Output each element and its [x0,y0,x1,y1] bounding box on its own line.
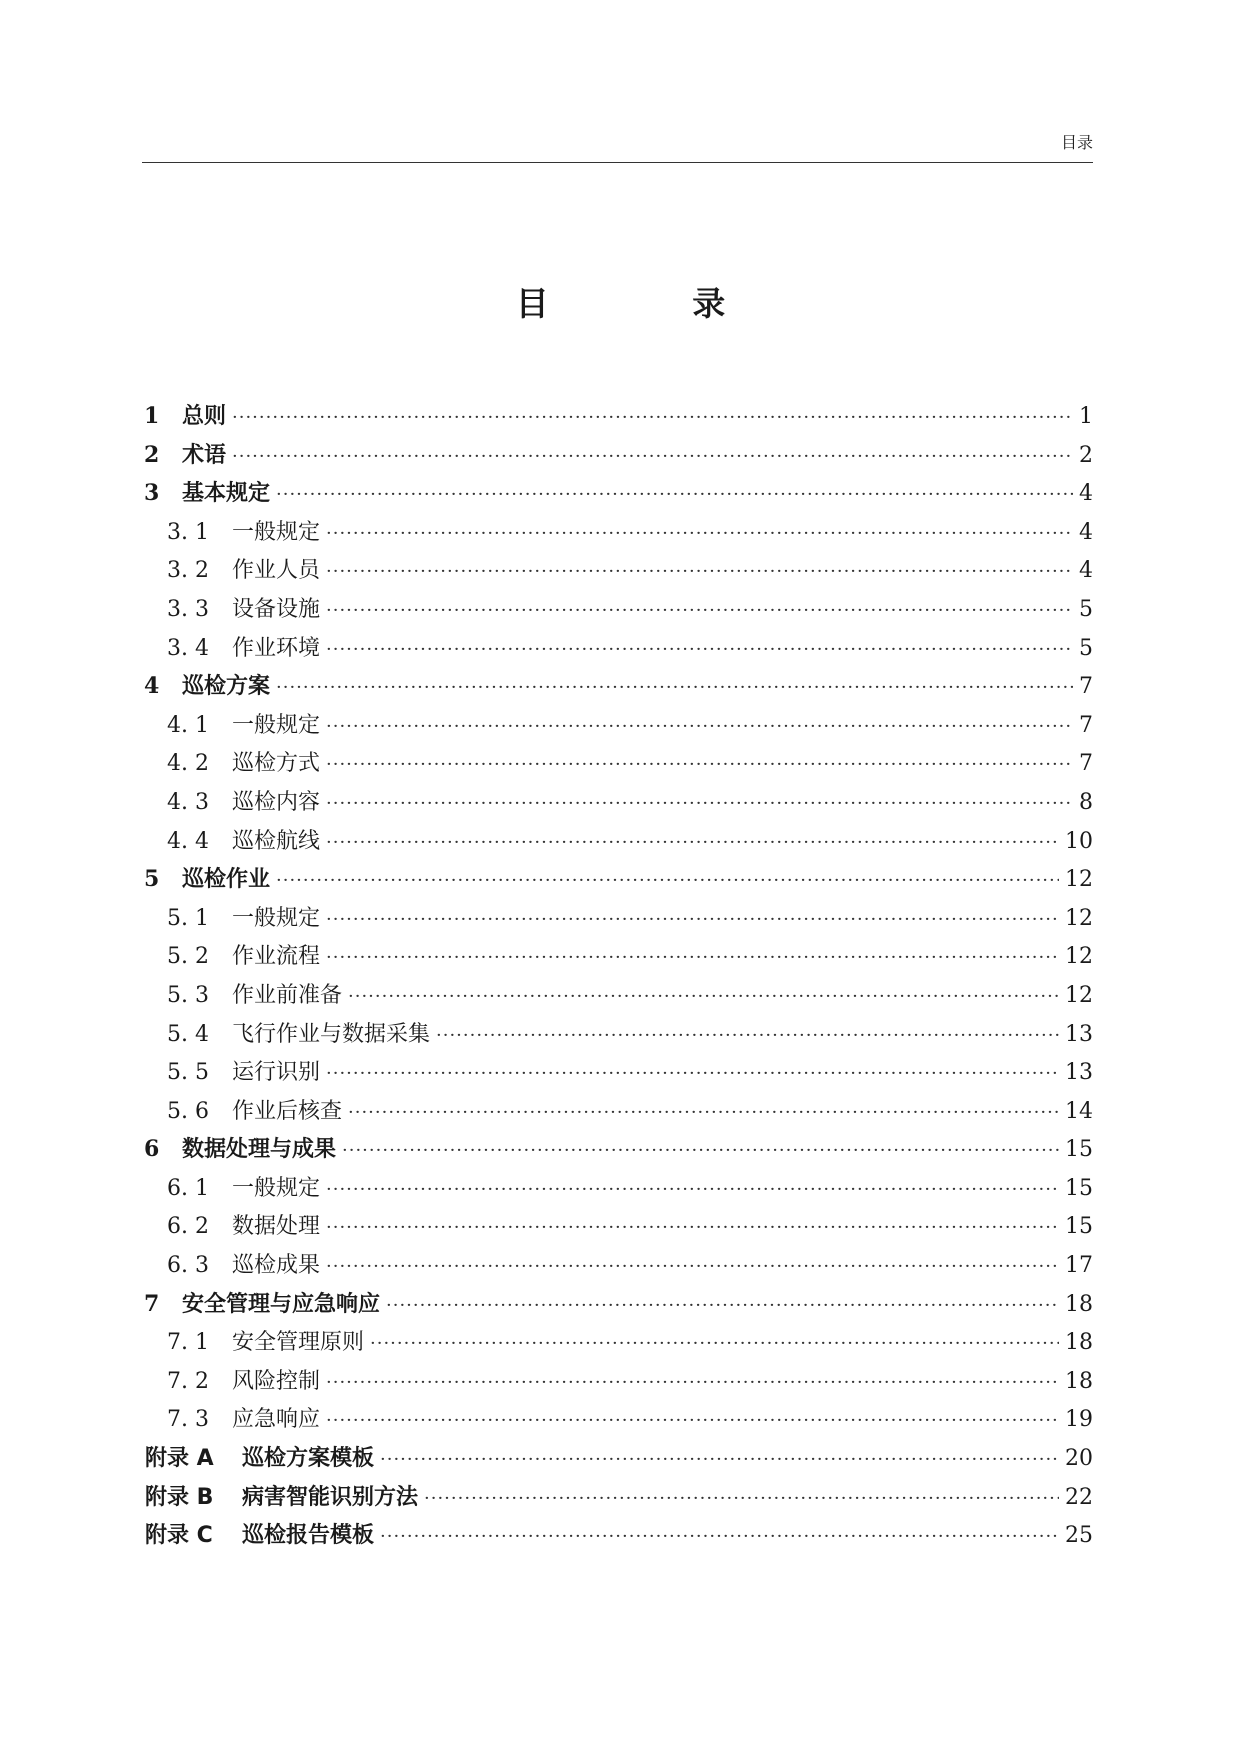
toc-entry-page-number: 15 [1065,1137,1093,1163]
toc-entry-label: 术语 [182,442,227,468]
toc-entry[interactable] [142,746,1093,785]
toc-entry-number: 6 [144,1136,160,1163]
toc-entry-label: 作业前准备 [232,982,343,1008]
toc-entry[interactable] [142,553,1093,592]
toc-entry[interactable] [142,1518,1093,1557]
toc-entry-label: 作业环境 [232,635,321,661]
toc-entry-page-number: 22 [1065,1484,1093,1510]
toc-entry-label: 巡检方案 [182,674,271,700]
toc-entry[interactable] [142,631,1093,670]
toc-entry[interactable] [142,708,1093,747]
toc-entry[interactable] [142,939,1093,978]
toc-entry-label: 基本规定 [182,481,271,507]
toc-dot-leader [232,407,1073,428]
toc-entry[interactable] [142,1441,1093,1480]
toc-entry-number: 3. 4 [167,635,209,661]
toc-entry-page-number: 4 [1079,558,1093,584]
toc-dot-leader [326,1372,1059,1393]
toc-dot-leader [380,1526,1059,1547]
toc-dot-leader [326,716,1073,737]
toc-dot-leader [326,1217,1059,1238]
toc-entry-number: 7. 2 [167,1368,209,1394]
toc-dot-leader [276,484,1073,505]
toc-entry-number: 6. 1 [167,1175,209,1201]
toc-entry[interactable] [142,824,1093,863]
toc-entry-label: 作业人员 [232,558,321,584]
toc-dot-leader [326,1063,1059,1084]
toc-entry-page-number: 5 [1079,596,1093,622]
toc-entry-page-number: 12 [1065,905,1093,931]
toc-entry-label: 安全管理原则 [232,1330,365,1356]
toc-entry[interactable] [142,1364,1093,1403]
toc-entry-number: 4 [144,673,160,700]
toc-entry[interactable] [142,515,1093,554]
toc-dot-leader [348,1102,1059,1123]
toc-entry-number: 3 [144,480,160,507]
toc-entry-number: 5. 6 [167,1098,209,1124]
toc-dot-leader [326,754,1073,775]
toc-dot-leader [326,600,1073,621]
toc-entry-label: 作业流程 [232,944,321,970]
toc-entry-label: 巡检航线 [232,828,321,854]
toc-entry-label: 设备设施 [232,596,321,622]
toc-entry-label: 一般规定 [232,712,321,738]
toc-entry-page-number: 5 [1079,635,1093,661]
toc-entry-page-number: 8 [1079,789,1093,815]
toc-dot-leader [386,1295,1059,1316]
toc-entry-page-number: 4 [1079,481,1093,507]
toc-entry-number: 3. 3 [167,596,209,622]
toc-entry-label: 巡检成果 [232,1253,321,1279]
toc-entry-number: 5. 2 [167,944,209,970]
toc-entry-label: 安全管理与应急响应 [182,1291,381,1317]
toc-entry-page-number: 15 [1065,1175,1093,1201]
toc-entry-label: 作业后核查 [232,1098,343,1124]
toc-entry-page-number: 12 [1065,982,1093,1008]
toc-dot-leader [326,1179,1059,1200]
toc-entry[interactable] [142,592,1093,631]
toc-entry-page-number: 18 [1065,1368,1093,1394]
toc-entry-number: 5. 3 [167,982,209,1008]
toc-entry-page-number: 14 [1065,1098,1093,1124]
toc-entry[interactable] [142,978,1093,1017]
toc-dot-leader [436,1025,1059,1046]
toc-entry[interactable] [142,438,1093,477]
toc-entry-page-number: 2 [1079,442,1093,468]
toc-entry-label: 病害智能识别方法 [242,1484,419,1510]
toc-entry-page-number: 7 [1079,751,1093,777]
toc-entry-label: 巡检方式 [232,751,321,777]
toc-entry[interactable] [142,669,1093,708]
toc-entry-page-number: 7 [1079,712,1093,738]
toc-entry-number: 5. 1 [167,905,209,931]
toc-entry-number: 1 [144,403,160,429]
toc-dot-leader [424,1488,1059,1509]
toc-entry-label: 一般规定 [232,905,321,931]
toc-entry-page-number: 4 [1079,519,1093,545]
toc-entry-label: 风险控制 [232,1368,321,1394]
toc-entry[interactable] [142,785,1093,824]
toc-entry[interactable] [142,1171,1093,1210]
toc-entry-label: 一般规定 [232,519,321,545]
toc-entry-number: 7. 1 [167,1330,209,1356]
toc-entry-number: 4. 4 [167,828,209,854]
toc-entry-number: 3. 2 [167,558,209,584]
toc-dot-leader [276,870,1059,891]
toc-entry[interactable] [142,1094,1093,1133]
toc-dot-leader [326,639,1073,660]
toc-entry-label: 巡检方案模板 [242,1446,375,1472]
toc-entry-label: 巡检报告模板 [242,1523,375,1549]
toc-entry[interactable] [142,476,1093,515]
toc-entry-number: 2 [144,441,160,468]
toc-entry-page-number: 18 [1065,1291,1093,1317]
toc-entry-number: 4. 2 [167,751,209,777]
toc-entry-number: 附录 B [145,1484,214,1510]
toc-entry-label: 应急响应 [232,1407,321,1433]
toc-entry[interactable] [142,1248,1093,1287]
toc-entry-page-number: 19 [1065,1407,1093,1433]
toc-entry-number: 5. 5 [167,1060,209,1086]
toc-entry-number: 6. 3 [167,1253,209,1279]
toc-dot-leader [342,1140,1059,1161]
toc-entry[interactable] [142,862,1093,901]
toc-entry-label: 数据处理与成果 [182,1137,337,1163]
toc-entry-number: 5 [144,866,160,893]
toc-dot-leader [326,947,1059,968]
toc-entry[interactable] [142,1287,1093,1326]
page-title: 目 录 [515,284,792,323]
toc-entry-number: 4. 1 [167,712,209,738]
toc-entry-number: 3. 1 [167,519,209,545]
toc-entry-number: 6. 2 [167,1214,209,1240]
toc-dot-leader [326,523,1073,544]
toc-entry-page-number: 18 [1065,1330,1093,1356]
toc-entry-label: 数据处理 [232,1214,321,1240]
toc-entry[interactable] [142,1480,1093,1519]
toc-entry[interactable] [142,901,1093,940]
toc-entry-page-number: 1 [1079,404,1093,429]
toc-dot-leader [370,1333,1059,1354]
toc-entry-label: 一般规定 [232,1175,321,1201]
toc-dot-leader [326,1256,1059,1277]
toc-entry-page-number: 13 [1065,1060,1093,1086]
toc-entry-page-number: 15 [1065,1214,1093,1240]
toc-dot-leader [276,677,1073,698]
toc-entry-page-number: 7 [1079,674,1093,700]
toc-entry[interactable] [142,1132,1093,1171]
toc-dot-leader [326,832,1059,853]
toc-entry-label: 运行识别 [232,1060,321,1086]
toc-dot-leader [348,986,1059,1007]
toc-entry-number: 5. 4 [167,1021,209,1047]
toc-entry[interactable] [142,1017,1093,1056]
toc-entry-label: 总则 [182,404,227,429]
running-header [142,128,1093,163]
toc-entry[interactable] [142,1325,1093,1364]
toc-entry-number: 附录 A [145,1446,214,1472]
toc-dot-leader [380,1449,1059,1470]
toc-entry[interactable] [142,1402,1093,1441]
toc-entry-number: 附录 C [145,1523,213,1549]
toc-entry[interactable] [142,399,1093,438]
toc-dot-leader [232,446,1073,467]
toc-entry[interactable] [142,1055,1093,1094]
toc-dot-leader [326,909,1059,930]
toc-entry-page-number: 13 [1065,1021,1093,1047]
toc-entry-label: 巡检作业 [182,867,271,893]
toc-entry-page-number: 10 [1065,828,1093,854]
toc-entry-page-number: 12 [1065,944,1093,970]
toc-dot-leader [326,1410,1059,1431]
toc-entry-page-number: 25 [1065,1523,1093,1549]
toc-entry-number: 7. 3 [167,1407,209,1433]
toc-entry-number: 7 [144,1290,160,1317]
table-of-contents [142,399,1093,1557]
toc-entry-label: 飞行作业与数据采集 [232,1021,431,1047]
toc-entry-page-number: 12 [1065,867,1093,893]
toc-entry-number: 4. 3 [167,789,209,815]
toc-entry-page-number: 20 [1065,1446,1093,1472]
running-header-text: 目录 [1060,133,1093,152]
toc-dot-leader [326,793,1073,814]
toc-entry-page-number: 17 [1065,1253,1093,1279]
toc-entry-label: 巡检内容 [232,789,321,815]
toc-entry[interactable] [142,1209,1093,1248]
toc-dot-leader [326,561,1073,582]
